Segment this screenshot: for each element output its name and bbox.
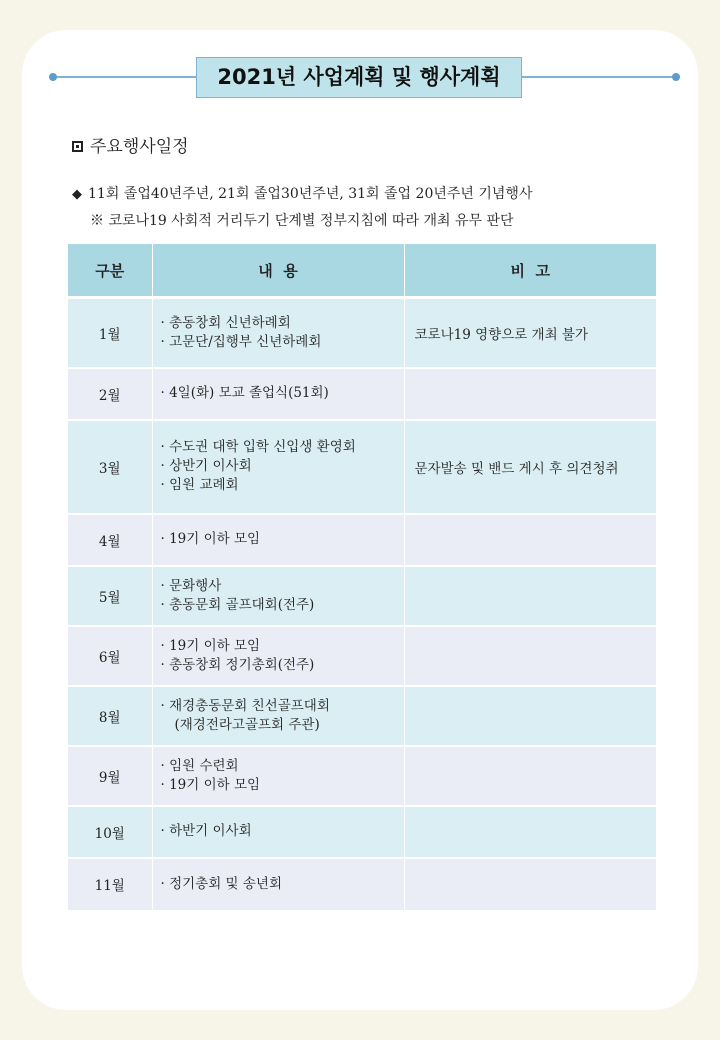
row-month: 11월 (68, 858, 152, 910)
table-row (68, 514, 656, 566)
row-content (152, 566, 404, 626)
header-content: 내 용 (152, 244, 404, 298)
row-content (152, 298, 404, 368)
title-line-left-dot (49, 73, 57, 81)
row-item: · 19기 이하 모임 (160, 776, 261, 793)
row-item: · 정기총회 및 송년회 (160, 875, 282, 892)
row-remark (404, 686, 656, 746)
row-item: · 총동창회 정기총회(전주) (160, 656, 315, 673)
page-title: 2021년 사업계획 및 행사계획 (196, 57, 522, 98)
header-month: 구분 (68, 244, 152, 298)
row-remark: 문자발송 및 밴드 게시 후 의견청취 (404, 420, 656, 514)
row-content (152, 368, 404, 420)
row-remark (404, 514, 656, 566)
row-item: · 수도권 대학 입학 신입생 환영회 (160, 439, 356, 455)
row-item: · 문화행사 (160, 577, 222, 594)
row-month: 9월 (68, 746, 152, 806)
row-content (152, 746, 404, 806)
row-item: · 상반기 이사회 (160, 458, 252, 474)
square-bullet-icon (72, 141, 83, 152)
header-remark: 비 고 (404, 244, 656, 298)
row-remark (404, 368, 656, 420)
table-row (68, 626, 656, 686)
row-item: · 재경총동문회 친선골프대회 (160, 697, 330, 714)
row-month: 4월 (68, 514, 152, 566)
row-remark (404, 746, 656, 806)
row-remark (404, 566, 656, 626)
row-remark (404, 806, 656, 858)
table-row (68, 858, 656, 910)
row-item: · 19기 이하 모임 (160, 531, 261, 547)
row-item: · 4일(화) 모교 졸업식(51회) (160, 385, 329, 401)
row-item: · 19기 이하 모임 (160, 637, 261, 654)
table-row (68, 566, 656, 626)
row-month: 5월 (68, 566, 152, 626)
table-row (68, 806, 656, 858)
row-content (152, 514, 404, 566)
row-content (152, 420, 404, 514)
row-month: 6월 (68, 626, 152, 686)
row-content (152, 858, 404, 910)
row-month: 1월 (68, 298, 152, 368)
row-remark: 코로나19 영향으로 개최 불가 (404, 298, 656, 368)
row-item: · 고문단/집행부 신년하례회 (160, 333, 322, 350)
row-month: 3월 (68, 420, 152, 514)
covid-note: ※ 코로나19 사회적 거리두기 단계별 정부지침에 따라 개최 유무 판단 (90, 213, 514, 229)
table-row (68, 686, 656, 746)
row-item: · 총동문회 골프대회(전주) (160, 596, 315, 613)
row-month: 10월 (68, 806, 152, 858)
row-month: 2월 (68, 368, 152, 420)
row-item: (재경전라고골프회 주관) (174, 716, 320, 733)
row-content (152, 686, 404, 746)
table-row (68, 368, 656, 420)
row-content (152, 626, 404, 686)
title-line-right-dot (672, 73, 680, 81)
row-remark (404, 626, 656, 686)
table-row (68, 298, 656, 368)
row-content (152, 806, 404, 858)
row-item: · 총동창회 신년하례회 (160, 314, 291, 331)
row-remark (404, 858, 656, 910)
table-header-row (68, 244, 656, 298)
row-item: · 하반기 이사회 (160, 823, 252, 839)
row-item: · 임원 교례회 (160, 477, 239, 493)
diamond-bullet-icon: ◆ (72, 187, 82, 202)
section-heading-text: 주요행사일정 (90, 137, 189, 157)
section-heading (72, 132, 189, 157)
table-row (68, 420, 656, 514)
event-note-text: 11회 졸업40년주년, 21회 졸업30년주년, 31회 졸업 20년주년 기념행사 (88, 186, 533, 202)
row-month: 8월 (68, 686, 152, 746)
event-note (72, 183, 532, 203)
table-row (68, 746, 656, 806)
row-item: · 임원 수련회 (160, 757, 239, 774)
schedule-table (68, 244, 656, 910)
